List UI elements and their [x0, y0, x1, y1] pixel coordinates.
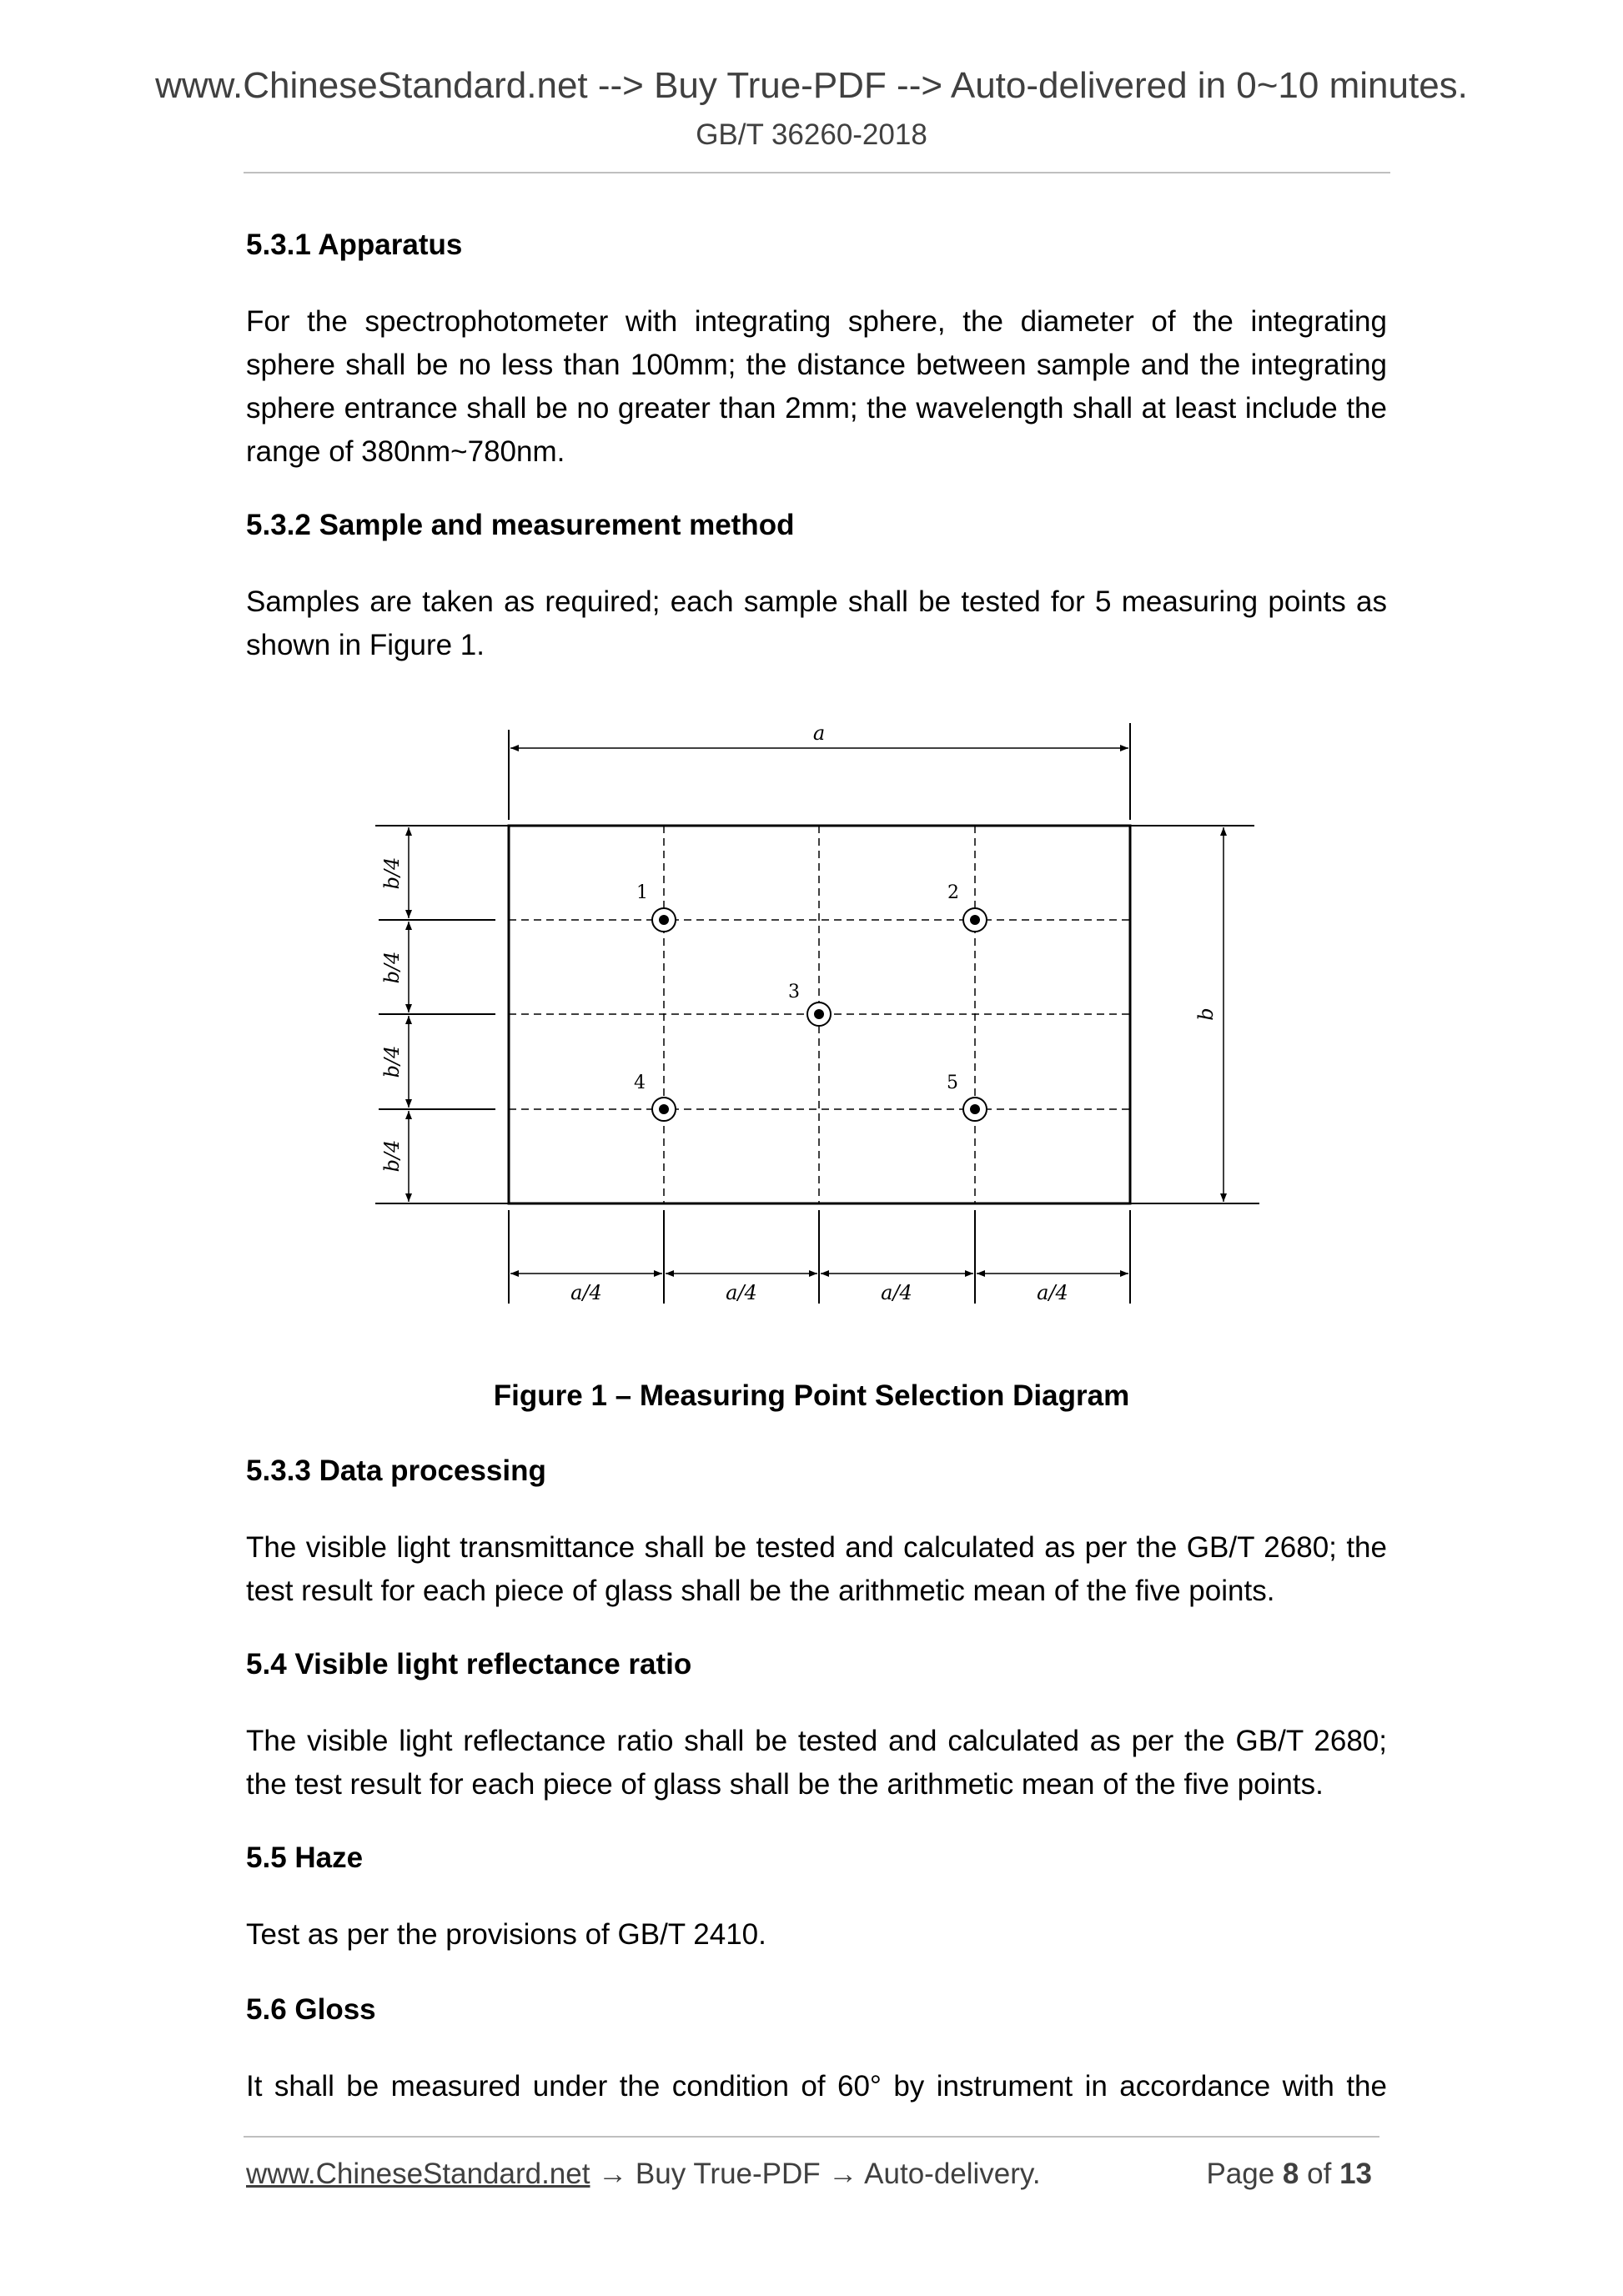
point-label-1: 1 [636, 882, 648, 903]
point-label-2: 2 [947, 882, 959, 903]
measuring-point-5 [963, 1098, 987, 1121]
of-word: of [1307, 2158, 1332, 2190]
section-5-3-1-title: 5.3.1 Apparatus [246, 229, 463, 261]
label-a: a [812, 721, 826, 745]
section-5-3-1-body: For the spectrophotometer with integrating sphere, the diameter of the integrating sphere shall be no less than 100mm; the distance between sample and the integrating sphere entrance shall be no greater than 2mm; the wavelength shall at least include the range of 380nm~780nm. [246, 305, 1387, 468]
page-indicator [1206, 2158, 1372, 2191]
section-5-6-title: 5.6 Gloss [246, 1993, 376, 2026]
point-label-3: 3 [788, 982, 800, 1002]
point-label-5: 5 [947, 1073, 958, 1093]
page-number: 8 [1282, 2158, 1299, 2190]
measuring-point-diagram [367, 713, 1268, 1314]
label-b4-4: b/4 [380, 1139, 404, 1173]
section-5-3-3-title: 5.3.3 Data processing [246, 1454, 546, 1487]
measuring-point-2 [963, 908, 987, 932]
header-banner: www.ChineseStandard.net --> Buy True-PDF --> Auto-delivered in 0~10 minutes. [155, 65, 1468, 106]
measuring-point-1 [652, 908, 676, 932]
label-a4-4: a/4 [1037, 1281, 1068, 1304]
label-a4-2: a/4 [726, 1281, 757, 1304]
section-5-3-3-body: The visible light transmittance shall be tested and calculated as per the GB/T 2680; the test result for each piece of glass shall be the arithmetic mean of the five points. [246, 1531, 1387, 1607]
label-b: b [1194, 1007, 1218, 1021]
label-a4-1: a/4 [570, 1281, 602, 1304]
section-5-4-body: The visible light reflectance ratio shall be tested and calculated as per the GB/T 2680; the test result for each piece of glass shall be the arithmetic mean of the five points. [246, 1725, 1387, 1801]
footer [246, 2158, 1380, 2191]
label-b4-3: b/4 [380, 1045, 404, 1078]
label-b4-1: b/4 [380, 857, 404, 890]
section-5-4-title: 5.4 Visible light reflectance ratio [246, 1648, 692, 1681]
label-a4-3: a/4 [881, 1281, 912, 1304]
page-word: Page [1206, 2158, 1275, 2190]
figure-caption: Figure 1 – Measuring Point Selection Diagram [493, 1379, 1130, 1412]
total-pages: 13 [1339, 2158, 1372, 2190]
footer-site-link[interactable]: www.ChineseStandard.net [246, 2158, 590, 2190]
measuring-point-3 [807, 1002, 831, 1026]
measuring-point-4 [652, 1098, 676, 1121]
point-label-4: 4 [634, 1073, 646, 1093]
label-b4-2: b/4 [380, 951, 404, 984]
section-5-5-body: Test as per the provisions of GB/T 2410. [246, 1918, 766, 1951]
section-5-6-body: It shall be measured under the condition of 60° by instrument in accordance with the [246, 2070, 1387, 2103]
footer-promo-text: → Buy True-PDF → Auto-delivery. [598, 2158, 1041, 2190]
header-divider [244, 172, 1390, 173]
document-id: GB/T 36260-2018 [696, 118, 927, 151]
section-5-5-title: 5.5 Haze [246, 1841, 364, 1874]
section-5-3-2-body: Samples are taken as required; each sample shall be tested for 5 measuring points as shown in Figure 1. [246, 585, 1387, 661]
section-5-3-2-title: 5.3.2 Sample and measurement method [246, 509, 795, 541]
footer-divider [244, 2136, 1379, 2138]
